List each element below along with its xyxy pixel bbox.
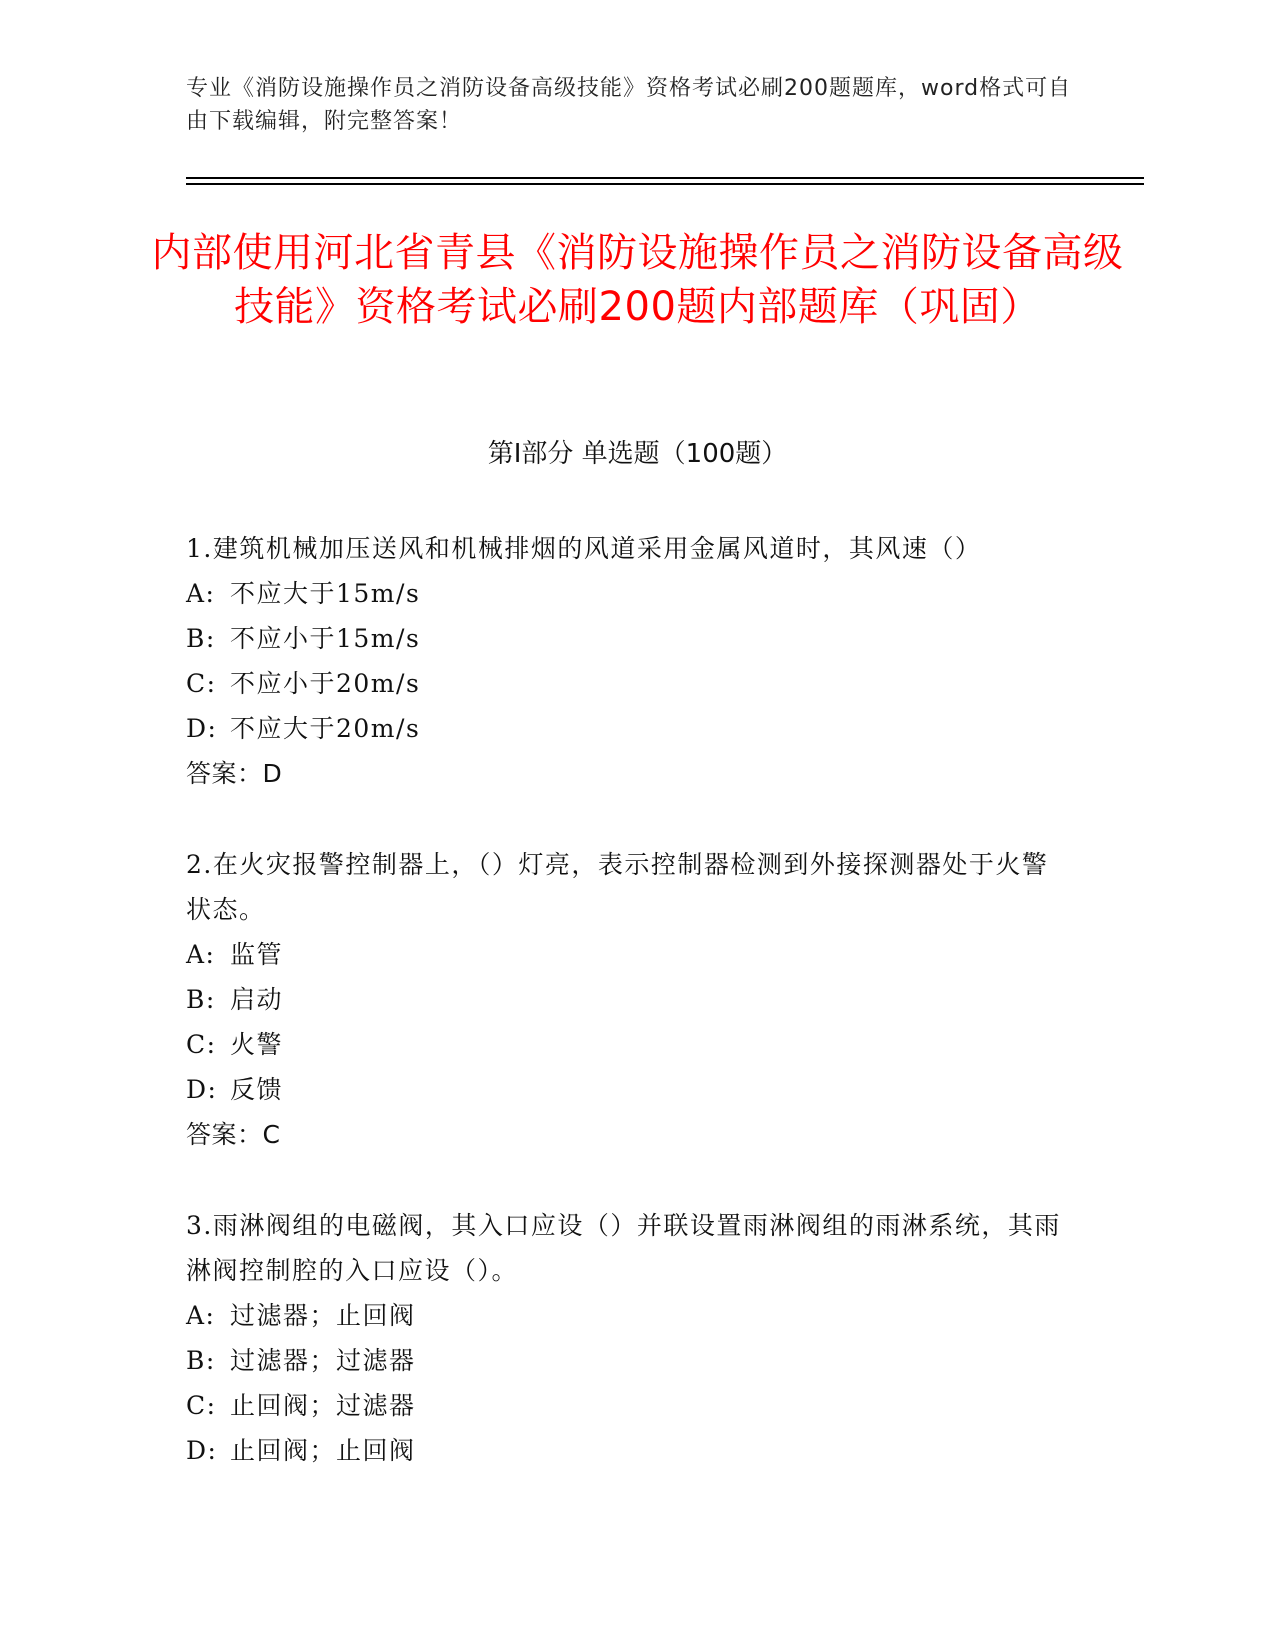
option-d bbox=[186, 1428, 1066, 1473]
option-b bbox=[186, 616, 1066, 661]
option-a bbox=[186, 932, 1066, 977]
header-divider-top bbox=[186, 177, 1144, 179]
option-key: B: bbox=[186, 1346, 216, 1375]
option-text: 反馈 bbox=[230, 1075, 284, 1104]
header-note: 专业《消防设施操作员之消防设备高级技能》资格考试必刷200题题库，word格式可自由下载编辑，附完整答案！ bbox=[186, 76, 1072, 134]
option-d bbox=[186, 706, 1066, 751]
option-key: C: bbox=[186, 1030, 217, 1059]
document-title: 内部使用河北省青县《消防设施操作员之消防设备高级技能》资格考试必刷200题内部题库（巩固） bbox=[151, 230, 1124, 330]
option-text: 启动 bbox=[230, 985, 284, 1014]
question-list bbox=[186, 526, 1066, 1519]
option-key: C: bbox=[186, 1391, 217, 1420]
option-c bbox=[186, 1383, 1066, 1428]
option-key: A: bbox=[186, 940, 216, 969]
option-key: A: bbox=[186, 579, 216, 608]
option-c bbox=[186, 1022, 1066, 1067]
option-text: 火警 bbox=[230, 1030, 284, 1059]
question-stem: 1.建筑机械加压送风和机械排烟的风道采用金属风道时，其风速（） bbox=[186, 534, 982, 563]
option-b bbox=[186, 977, 1066, 1022]
option-key: D: bbox=[186, 714, 218, 743]
answer-line: 答案：D bbox=[186, 759, 283, 788]
option-key: A: bbox=[186, 1301, 216, 1330]
option-c bbox=[186, 661, 1066, 706]
option-text: 过滤器；止回阀 bbox=[230, 1301, 416, 1330]
option-key: B: bbox=[186, 985, 216, 1014]
option-a bbox=[186, 571, 1066, 616]
option-key: C: bbox=[186, 669, 217, 698]
header-divider-bottom bbox=[186, 183, 1144, 185]
option-text: 监管 bbox=[230, 940, 284, 969]
question-3 bbox=[186, 1203, 1066, 1473]
answer-line: 答案：C bbox=[186, 1120, 281, 1149]
option-key: D: bbox=[186, 1436, 218, 1465]
option-text: 止回阀；止回阀 bbox=[230, 1436, 416, 1465]
option-text: 不应大于15m/s bbox=[230, 579, 421, 608]
option-key: B: bbox=[186, 624, 216, 653]
option-text: 止回阀；过滤器 bbox=[230, 1391, 416, 1420]
option-b bbox=[186, 1338, 1066, 1383]
option-text: 过滤器；过滤器 bbox=[230, 1346, 416, 1375]
option-text: 不应大于20m/s bbox=[230, 714, 421, 743]
question-stem: 2.在火灾报警控制器上，（）灯亮，表示控制器检测到外接探测器处于火警状态。 bbox=[186, 850, 1049, 924]
question-2 bbox=[186, 842, 1066, 1157]
option-key: D: bbox=[186, 1075, 218, 1104]
option-text: 不应小于15m/s bbox=[230, 624, 421, 653]
question-1 bbox=[186, 526, 1066, 796]
option-d bbox=[186, 1067, 1066, 1112]
option-a bbox=[186, 1293, 1066, 1338]
question-stem: 3.雨淋阀组的电磁阀，其入口应设（）并联设置雨淋阀组的雨淋系统，其雨淋阀控制腔的入口应设（）。 bbox=[186, 1211, 1061, 1285]
section-title: 第Ⅰ部分 单选题（100题） bbox=[487, 439, 788, 469]
option-text: 不应小于20m/s bbox=[230, 669, 421, 698]
